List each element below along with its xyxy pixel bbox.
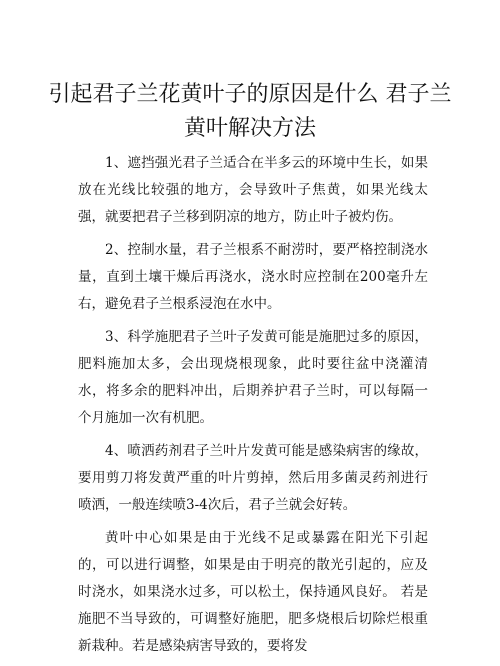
paragraph-4: 4、喷洒药剂君子兰叶片发黄可能是感染病害的缘故，要用剪刀将发黄严重的叶片剪掉，然后用多菌灵药剂进行喷洒，一般连续喷3-4次后，君子兰就会好转。	[78, 443, 428, 513]
document-body	[78, 150, 428, 666]
paragraph-5: 黄叶中心如果是由于光线不足或暴露在阳光下引起的，可以进行调整，如果是由于明亮的散光引起的，应及时浇水，如果浇水过多，可以松土，保持通风良好。 若是施肥不当导致的，可调整好施肥，肥多烧根后切除烂根重新栽种。若是感染病害导致的，要将发	[78, 530, 428, 654]
paragraph-2: 2、控制水量，君子兰根系不耐涝时，要严格控制浇水量，直到土壤干燥后再浇水，浇水时应控制在200毫升左右，避免君子兰根系浸泡在水中。	[78, 242, 428, 312]
paragraph-3: 3、科学施肥君子兰叶子发黄可能是施肥过多的原因，肥料施加太多，会出现烧根现象，此时要往盆中浇灌清水，将多余的肥料冲出，后期养护君子兰时，可以每隔一个月施加一次有机肥。	[78, 329, 428, 426]
document-title: 引起君子兰花黄叶子的原因是什么 君子兰黄叶解决方法	[48, 82, 452, 141]
paragraph-1: 1、遮挡强光君子兰适合在半多云的环境中生长，如果放在光线比较强的地方，会导致叶子焦黄，如果光线太强，就要把君子兰移到阴凉的地方，防止叶子被灼伤。	[78, 155, 428, 225]
